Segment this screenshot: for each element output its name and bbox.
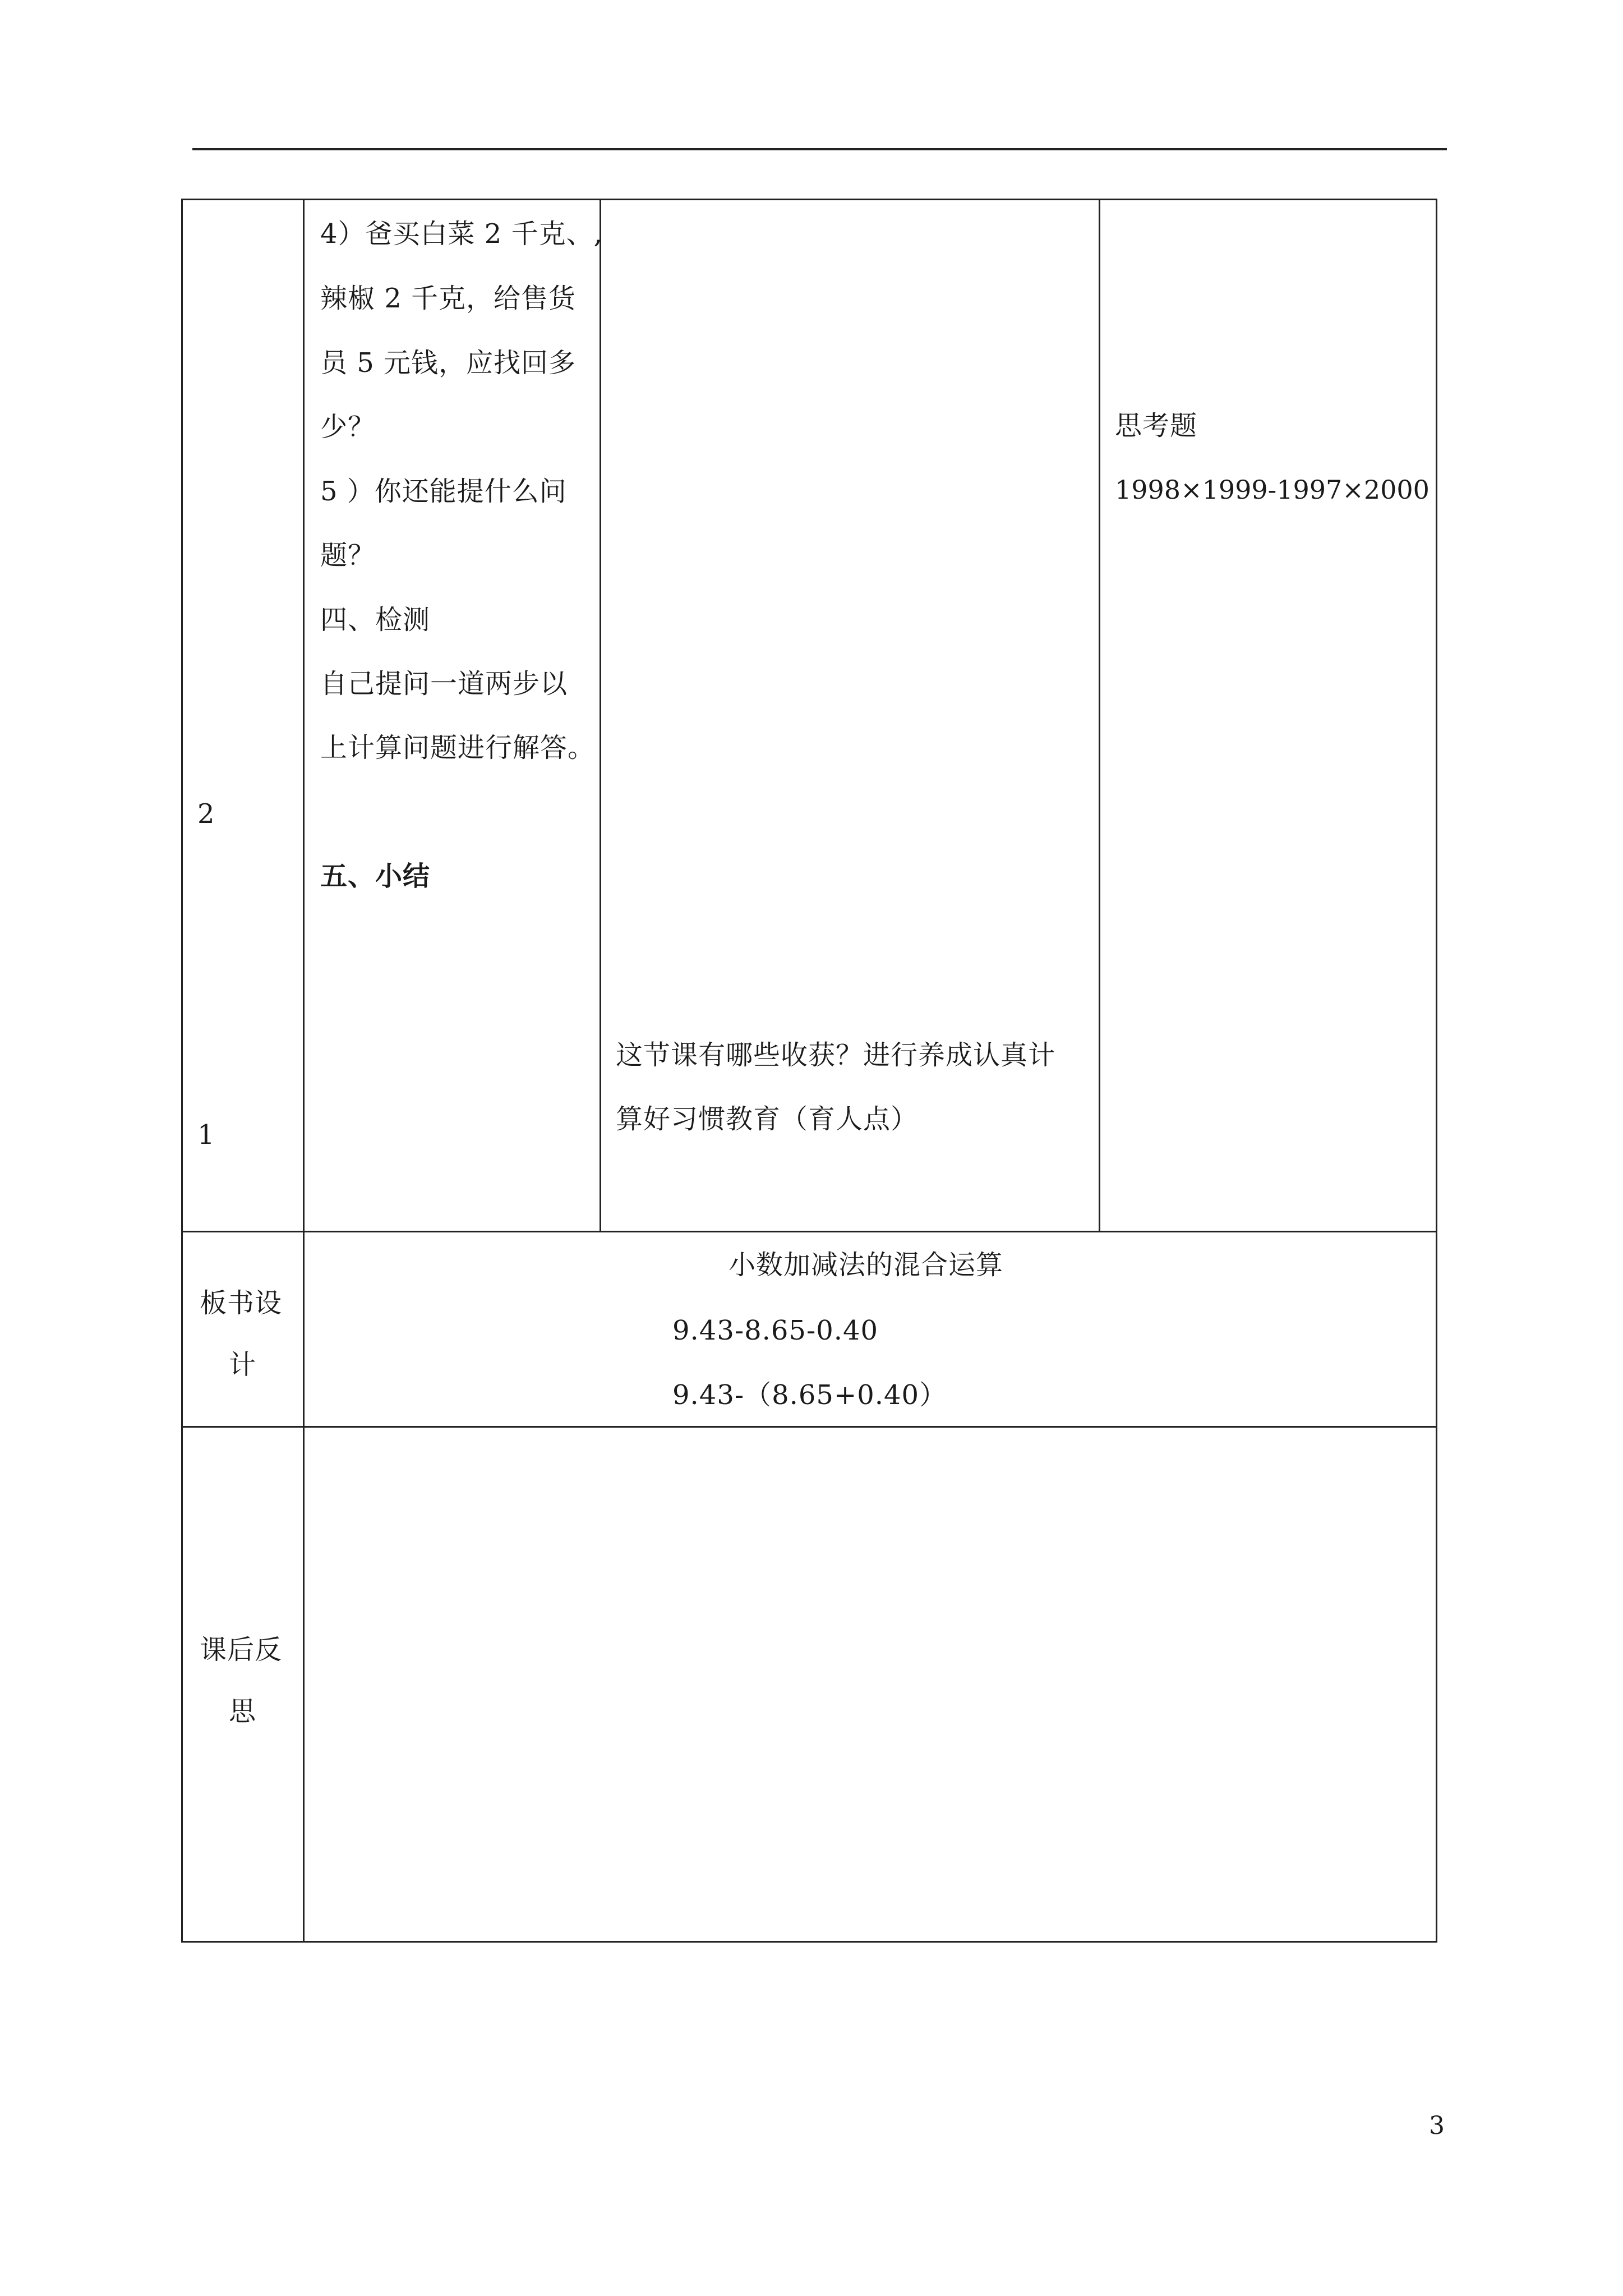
step-number-cell — [182, 200, 304, 1232]
step-number: 1 — [197, 1119, 215, 1151]
thinking-expression: 1998×1999-1997×2000 — [1115, 475, 1430, 505]
lesson-plan-table — [181, 199, 1437, 1943]
design-intent-cell — [1100, 200, 1437, 1232]
page-number: 3 — [1429, 2111, 1445, 2140]
board-expression: 9.43-（8.65+0.40） — [672, 1379, 947, 1411]
step-number: 2 — [197, 798, 215, 830]
activity-line: 上计算问题进行解答。 — [320, 732, 596, 763]
teacher-activity-cell — [601, 200, 1100, 1232]
reflection-content-cell — [304, 1427, 1437, 1942]
summary-line: 这节课有哪些收获？进行养成认真计 — [616, 1039, 1056, 1071]
activity-line: 5 ）你还能提什么问 — [320, 476, 567, 507]
board-design-content-cell — [304, 1232, 1437, 1427]
board-design-label-cell — [182, 1232, 304, 1427]
activity-line: 四、检测 — [320, 604, 431, 636]
reflection-label-cell — [182, 1427, 304, 1942]
activity-line: 题？ — [320, 540, 376, 571]
reflection-label: 课后反 — [200, 1634, 283, 1665]
activity-line: 4）爸买白菜 2 千克、, — [320, 218, 603, 250]
board-design-row — [182, 1232, 1437, 1427]
board-title: 小数加减法的混合运算 — [728, 1249, 1004, 1281]
board-expression: 9.43-8.65-0.40 — [672, 1315, 879, 1346]
board-design-label: 板书设 — [200, 1287, 283, 1319]
activity-line: 员 5 元钱，应找回多 — [320, 347, 577, 379]
reflection-row — [182, 1427, 1437, 1942]
activity-line: 辣椒 2 千克，给售货 — [320, 283, 577, 314]
process-row — [182, 200, 1437, 1232]
board-design-label: 计 — [229, 1349, 257, 1381]
summary-heading: 五、小结 — [320, 861, 431, 892]
activity-cell — [304, 200, 601, 1232]
activity-line: 少？ — [320, 411, 376, 443]
summary-line: 算好习惯教育（育人点） — [616, 1103, 919, 1135]
activity-line: 自己提问一道两步以 — [320, 668, 568, 700]
reflection-label: 思 — [229, 1696, 257, 1727]
thinking-label: 思考题 — [1115, 410, 1198, 441]
header-rule — [192, 148, 1447, 150]
